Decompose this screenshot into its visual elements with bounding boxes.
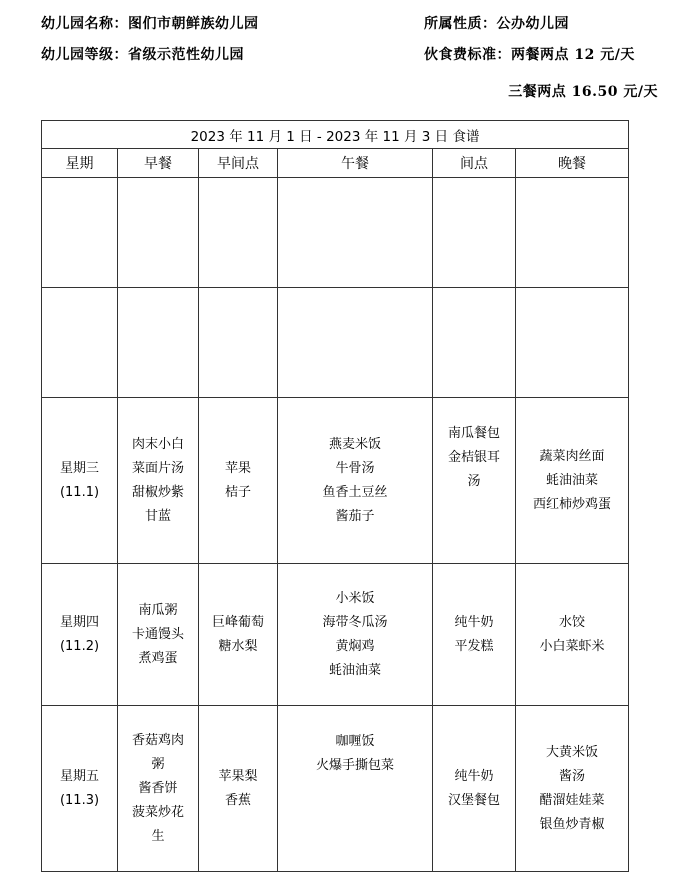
menu-item: 蚝油油菜 — [328, 662, 381, 678]
column-header-dinner: 晚餐 — [516, 149, 629, 178]
meal-fee-three-meals: 三餐两点 16.50 元/天 — [508, 84, 658, 100]
menu-item: 粥 — [151, 756, 165, 772]
table-row — [42, 706, 629, 872]
menu-item: 苹果 — [224, 460, 251, 476]
dinner-cell — [516, 564, 629, 706]
meal-fee-standard — [424, 44, 635, 64]
empty-cell — [278, 178, 433, 288]
column-header-afternoon-snack: 间点 — [433, 149, 516, 178]
breakfast-cell — [118, 564, 199, 706]
menu-item: 银鱼炒青椒 — [539, 816, 605, 832]
menu-item: 甘蓝 — [144, 508, 171, 524]
menu-item: 肉末小白 — [131, 436, 184, 452]
empty-cell — [278, 288, 433, 398]
menu-item: 黄焖鸡 — [335, 638, 375, 654]
column-header-morning-snack: 早间点 — [199, 149, 278, 178]
weekday-label: 星期四 — [59, 614, 99, 630]
menu-item: 香蕉 — [224, 792, 251, 808]
column-header-breakfast: 早餐 — [118, 149, 199, 178]
menu-item: 生 — [151, 828, 165, 844]
column-header-weekday: 星期 — [42, 149, 118, 178]
weekday-label: 星期三 — [59, 460, 99, 476]
kindergarten-nature-value: 公办幼儿园 — [496, 16, 569, 32]
empty-cell — [199, 288, 278, 398]
kindergarten-name-value: 图们市朝鲜族幼儿园 — [128, 16, 259, 32]
menu-item: 南瓜粥 — [138, 602, 178, 618]
meal-fee-label: 伙食费标准： — [424, 47, 511, 63]
menu-item: 纯牛奶 — [454, 614, 494, 630]
date-label: (11.3) — [59, 792, 100, 808]
menu-item: 桔子 — [224, 484, 251, 500]
menu-item: 火爆手撕包菜 — [315, 758, 394, 773]
menu-item: 卡通馒头 — [131, 626, 184, 642]
kindergarten-name — [41, 13, 259, 33]
menu-item: 蚝油油菜 — [546, 472, 599, 488]
empty-cell — [516, 178, 629, 288]
menu-item: 纯牛奶 — [454, 768, 494, 784]
empty-cell — [118, 288, 199, 398]
empty-cell — [199, 178, 278, 288]
date-label: (11.1) — [59, 484, 100, 500]
empty-cell — [42, 178, 118, 288]
table-row — [42, 564, 629, 706]
empty-row — [42, 178, 629, 288]
weekday-cell — [42, 564, 118, 706]
menu-item: 燕麦米饭 — [328, 436, 381, 452]
column-header-lunch: 午餐 — [278, 149, 433, 178]
breakfast-cell — [118, 706, 199, 872]
dinner-cell — [516, 398, 629, 564]
menu-item: 酱汤 — [559, 768, 586, 784]
empty-cell — [433, 178, 516, 288]
date-label: (11.2) — [59, 638, 100, 654]
lunch-cell — [278, 564, 433, 706]
menu-item: 甜椒炒紫 — [131, 484, 184, 500]
menu-table — [41, 120, 629, 872]
menu-item: 菜面片汤 — [131, 460, 184, 476]
morning-snack-cell — [199, 398, 278, 564]
menu-item: 鱼香土豆丝 — [322, 484, 388, 500]
empty-cell — [433, 288, 516, 398]
menu-item: 醋溜娃娃菜 — [539, 792, 605, 808]
afternoon-snack-cell — [433, 564, 516, 706]
menu-item: 香菇鸡肉 — [131, 732, 184, 748]
weekday-cell — [42, 706, 118, 872]
table-header-row — [42, 149, 629, 178]
afternoon-snack-cell — [433, 706, 516, 872]
menu-item: 水饺 — [559, 614, 586, 630]
menu-item: 酱茄子 — [335, 508, 375, 524]
table-row — [42, 398, 629, 564]
lunch-cell — [278, 398, 433, 564]
menu-item: 牛骨汤 — [335, 460, 375, 476]
empty-cell — [516, 288, 629, 398]
menu-item: 酱香饼 — [138, 780, 178, 796]
kindergarten-nature — [424, 13, 569, 33]
dinner-cell — [516, 706, 629, 872]
menu-item: 平发糕 — [454, 638, 494, 654]
morning-snack-cell — [199, 564, 278, 706]
menu-item: 苹果梨 — [218, 768, 258, 784]
menu-item: 小米饭 — [335, 590, 375, 606]
menu-item: 汉堡餐包 — [447, 792, 500, 808]
kindergarten-level-value: 省级示范性幼儿园 — [128, 47, 244, 63]
empty-cell — [42, 288, 118, 398]
menu-item: 汤 — [467, 474, 481, 489]
table-title-row — [42, 121, 629, 149]
menu-item: 蔬菜肉丝面 — [539, 448, 605, 464]
breakfast-cell — [118, 398, 199, 564]
kindergarten-name-label: 幼儿园名称： — [41, 16, 128, 32]
table-title: 2023 年 11 月 1 日 - 2023 年 11 月 3 日 食谱 — [42, 121, 629, 149]
menu-item: 巨峰葡萄 — [211, 614, 264, 630]
menu-item: 糖水梨 — [218, 638, 258, 654]
empty-cell — [118, 178, 199, 288]
menu-item: 煮鸡蛋 — [138, 650, 178, 666]
menu-item: 菠菜炒花 — [131, 804, 184, 820]
weekday-label: 星期五 — [59, 768, 99, 784]
menu-item: 小白菜虾米 — [539, 638, 605, 654]
meal-fee-two-meals: 两餐两点 12 元/天 — [511, 47, 635, 63]
kindergarten-level — [41, 44, 244, 64]
lunch-cell — [278, 706, 433, 872]
morning-snack-cell — [199, 706, 278, 872]
afternoon-snack-cell — [433, 398, 516, 564]
kindergarten-level-label: 幼儿园等级： — [41, 47, 128, 63]
weekday-cell — [42, 398, 118, 564]
menu-item: 南瓜餐包 — [447, 426, 500, 441]
menu-item: 海带冬瓜汤 — [322, 614, 388, 630]
kindergarten-nature-label: 所属性质： — [424, 16, 497, 32]
empty-row — [42, 288, 629, 398]
menu-item: 咖喱饭 — [335, 734, 375, 749]
menu-item: 西红柿炒鸡蛋 — [533, 496, 612, 512]
menu-item: 大黄米饭 — [546, 744, 599, 760]
menu-item: 金桔银耳 — [447, 450, 500, 465]
